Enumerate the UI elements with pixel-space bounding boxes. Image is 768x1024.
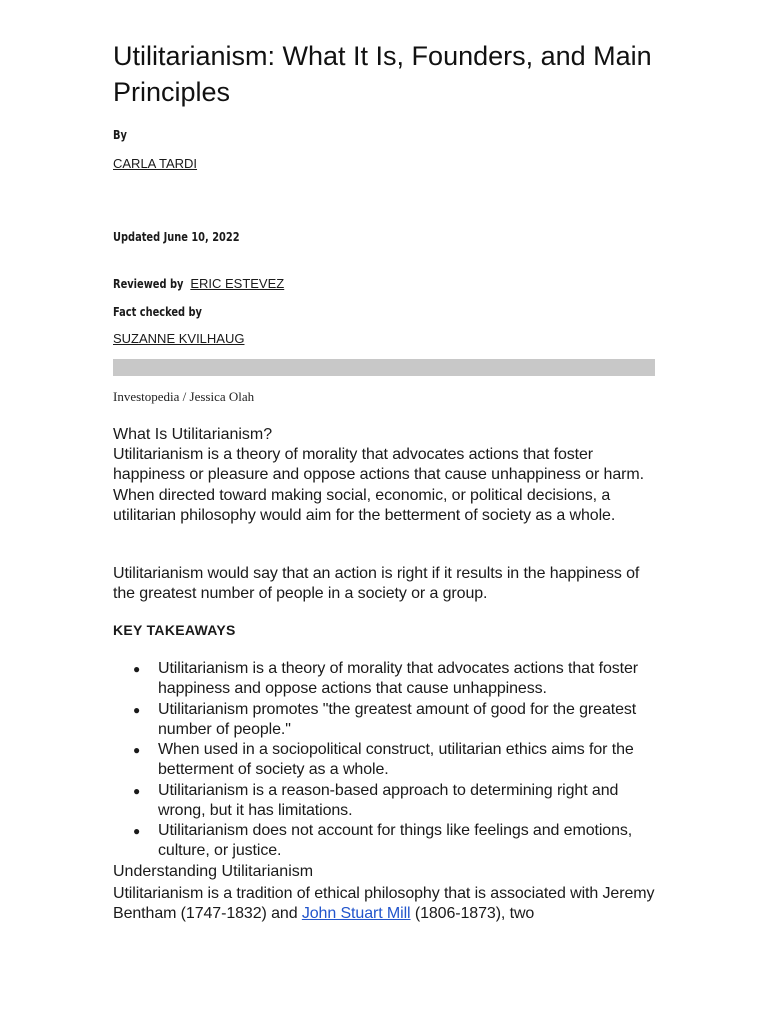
article-image-placeholder (113, 359, 655, 376)
reviewer-link[interactable]: ERIC ESTEVEZ (190, 276, 285, 291)
intro-paragraph: Utilitarianism is a theory of morality that advocates actions that foster happiness or pleasure and oppose actions that cause unhappiness or harm. When directed toward making social, economic, or political decisions, a utilitarian philosophy would aim for the betterment of society as a whole. (113, 446, 644, 524)
key-takeaways-heading: KEY TAKEAWAYS (113, 622, 236, 638)
image-caption: Investopedia / Jessica Olah (113, 389, 255, 404)
list-item: ● Utilitarianism is a reason-based approach to determining right and wrong, but it has limitations. (133, 781, 619, 819)
bullet-icon: ● (133, 824, 141, 838)
list-item: ● Utilitarianism is a theory of morality that advocates actions that foster happiness and oppose actions that cause unhappiness. (133, 660, 639, 698)
john-stuart-mill-link[interactable]: John Stuart Mill (301, 905, 411, 923)
bullet-icon: ● (133, 662, 141, 676)
by-label: By (113, 128, 127, 142)
bullet-icon: ● (133, 783, 141, 798)
reviewed-by-row (113, 275, 284, 293)
understanding-paragraph: Utilitarianism is a tradition of ethical philosophy that is associated with Jeremy Bentham (1747-1832) and John Stuart Mill (1806-1873), two (113, 885, 655, 923)
list-item: ● When used in a sociopolitical construct, utilitarian ethics aims for the betterment of society as a whole. (133, 741, 634, 779)
section-heading-understanding: Understanding Utilitarianism (113, 863, 314, 880)
reviewed-by-label: Reviewed by (113, 277, 184, 291)
bullet-icon: ● (133, 702, 141, 717)
list-item: ● Utilitarianism does not account for things like feelings and emotions, culture, or justice. (133, 822, 633, 860)
fact-checker-link[interactable]: SUZANNE KVILHAUG (113, 331, 245, 346)
author-link[interactable]: CARLA TARDI (113, 156, 198, 171)
article-title: Utilitarianism: What It Is, Founders, and Main Principles (113, 41, 652, 107)
key-takeaways-list (113, 659, 658, 862)
list-item: ● Utilitarianism promotes "the greatest amount of good for the greatest number of people." (133, 700, 637, 738)
intro-paragraph-2: Utilitarianism would say that an action is right if it results in the happiness of the greatest number of people in a society or a group. (113, 565, 640, 603)
section-heading-what-is: What Is Utilitarianism? (113, 426, 273, 443)
fact-checked-label: Fact checked by (113, 305, 202, 319)
bullet-icon: ● (133, 743, 141, 757)
updated-date: Updated June 10, 2022 (113, 230, 240, 244)
fact-checked-row (113, 303, 222, 321)
